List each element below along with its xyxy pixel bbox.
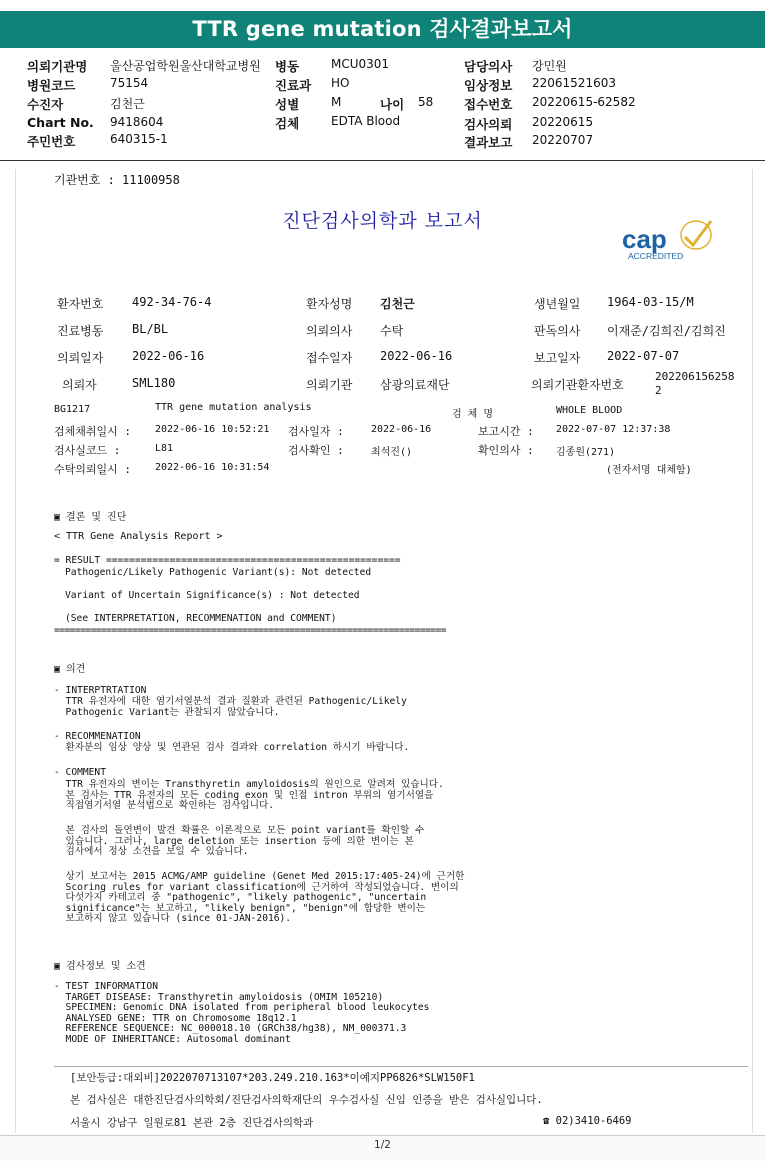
clinical-info-label: 임상정보 xyxy=(464,78,513,93)
result-report-label: 결과보고 xyxy=(464,135,513,150)
security-line: [보안등급:대외비]2022070713107*203.249.210.163*이예지PP6826*SLW150F1 xyxy=(70,1072,475,1084)
institution-patient-no-value: 202206156258 xyxy=(655,370,735,383)
receipt-date-label: 접수일자 xyxy=(306,351,353,365)
recommendation-body: 환자분의 임상 양상 및 연관된 검사 결과와 correlation 하시기 바랍니다. xyxy=(54,742,410,753)
collection-time-value: 2022-06-16 10:52:21 xyxy=(155,424,270,435)
report-title: TTR gene mutation 검사결과보고서 xyxy=(192,17,573,41)
comment-title: - COMMENT xyxy=(54,767,106,778)
hospital-name-label: 의뢰기관명 xyxy=(27,59,88,74)
attending-doctor-label: 담당의사 xyxy=(464,59,513,74)
institution-number: 기관번호 : 11100958 xyxy=(54,173,180,187)
age-value: 58 xyxy=(418,95,434,109)
pathogenic-result: Pathogenic/Likely Pathogenic Variant(s): Not detected xyxy=(65,567,372,578)
hospital-code-value: 75154 xyxy=(110,76,149,90)
specimen-label: 검체 xyxy=(275,116,300,131)
request-date-label: 의뢰일자 xyxy=(57,351,104,365)
lab-report-title: 진단검사의학과 보고서 xyxy=(282,210,483,232)
test-date-value: 2022-06-16 xyxy=(371,424,432,435)
department-value: HO xyxy=(331,76,350,90)
chart-no-label: Chart No. xyxy=(27,115,94,130)
ward-row-value: BL/BL xyxy=(132,322,169,336)
confirm-doctor-label: 확인의사 : xyxy=(478,444,534,457)
interpretation-body: TTR 유전자에 대한 염기서열분석 결과 질환과 관련된 Pathogenic/Likely Pathogenic Variant는 관찰되지 않았습니다. xyxy=(65,696,407,718)
patient-label: 수진자 xyxy=(27,97,64,112)
recommendation-title: - RECOMMENATION xyxy=(54,731,141,742)
result-report-value: 20220707 xyxy=(532,133,594,147)
department-label: 진료과 xyxy=(275,78,312,93)
reading-doctor-label: 판독의사 xyxy=(534,324,581,338)
cap-logo-text: cap xyxy=(622,224,667,254)
birth-date-label: 생년월일 xyxy=(534,297,581,311)
address-line: 서울시 강남구 일원로81 본관 2층 진단검사의학과 xyxy=(70,1117,314,1129)
receipt-no-label: 접수번호 xyxy=(464,97,513,112)
test-request-value: 20220615 xyxy=(532,115,594,129)
patient-id-label: 환자번호 xyxy=(57,297,104,311)
opinion-heading: ▣ 의견 xyxy=(54,664,86,675)
lab-code-value: L81 xyxy=(155,443,174,454)
requesting-doctor-label: 의뢰의사 xyxy=(306,324,353,338)
clinical-info-value: 22061521603 xyxy=(532,76,616,90)
test-code: BG1217 xyxy=(54,404,91,415)
test-name: TTR gene mutation analysis xyxy=(155,402,312,413)
page-number: 1/2 xyxy=(374,1139,391,1151)
patient-id-value: 492-34-76-4 xyxy=(132,295,212,309)
conclusion-subtitle: < TTR Gene Analysis Report > xyxy=(54,531,223,542)
chart-no-value: 9418604 xyxy=(110,115,164,129)
hospital-code-label: 병원코드 xyxy=(27,78,76,93)
confirm-doctor-value: 김종원(271) xyxy=(556,447,616,458)
test-date-label: 검사일자 : xyxy=(288,425,344,438)
requester-label: 의뢰자 xyxy=(62,378,97,392)
ward-label: 병동 xyxy=(275,59,300,74)
hospital-name-value: 울산공업학원울산대학교병원 xyxy=(110,59,261,73)
test-confirm-value: 최석진() xyxy=(371,447,413,458)
institution-patient-no-label: 의뢰기관환자번호 xyxy=(531,378,624,392)
patient-value: 김천근 xyxy=(110,97,145,111)
requester-value: SML180 xyxy=(132,376,176,390)
test-request-label: 검사의뢰 xyxy=(464,117,513,132)
test-info-heading: ▣ 검사정보 및 소견 xyxy=(54,961,146,972)
requesting-doctor-value: 수탁 xyxy=(380,324,404,338)
report-title-bar xyxy=(0,11,765,48)
reading-doctor-value: 이재준/김희진/김희진 xyxy=(607,324,726,338)
receipt-no-value: 20220615-62582 xyxy=(532,95,636,109)
cap-logo-check xyxy=(685,221,711,245)
phone-line: ☎ 02)3410-6469 xyxy=(543,1115,632,1127)
test-info-body: - TEST INFORMATION TARGET DISEASE: Transthyretin amyloidosis (OMIM 105210) SPECIMEN: Genomic DNA isolated from peripheral blood leukocytes ANALYSED GENE: TTR on Chromosome 18q12.1 REFERENCE SEQUENCE: NC_000018.10 (GRCh38/hg38), NM_000371.3 MODE OF INHERITANCE: Autosomal dominant xyxy=(54,981,430,1045)
age-label: 나이 xyxy=(380,97,405,112)
comment-body-1: TTR 유전자의 변이는 Transthyretin amyloidosis의 원인으로 알려져 있습니다. 본 검사는 TTR 유전자의 모든 coding exon 및 인접 intron 부위의 염기서열을 직접염기서열 분석법으로 확인하는 검사입니다. xyxy=(65,779,444,812)
specimen-value: EDTA Blood xyxy=(331,114,401,128)
report-date-label: 보고일자 xyxy=(534,351,581,365)
birth-date-value: 1964-03-15/M xyxy=(607,295,694,309)
resident-no-label: 주민번호 xyxy=(27,134,76,149)
attending-doctor-value: 강민원 xyxy=(532,59,567,73)
requesting-institution-label: 의뢰기관 xyxy=(306,378,353,392)
receipt-date-value: 2022-06-16 xyxy=(380,349,453,363)
ward-value: MCU0301 xyxy=(331,57,390,71)
requesting-institution-value: 삼광의료재단 xyxy=(380,378,450,392)
specimen-name-value: WHOLE BLOOD xyxy=(556,405,623,416)
resident-no-value: 640315-1 xyxy=(110,132,168,146)
consign-time-value: 2022-06-16 10:31:54 xyxy=(155,462,270,473)
comment-body-3: 상기 보고서는 2015 ACMG/AMP guideline (Genet Med 2015:17:405-24)에 근거한 Scoring rules for variant classification에 근거하여 작성되었습니다. 변이의 다섯가지 카테고리 중 "pathogenic", "likely pathogenic", "uncertain significance"는 보고하고, "likely benign", "benign"에 합당한 변이는 보고하지 않고 있습니다 (since 01-JAN-2016). xyxy=(65,871,465,925)
cap-logo-sub: ACCREDITED xyxy=(628,251,684,261)
report-date-value: 2022-07-07 xyxy=(607,349,680,363)
sex-label: 성별 xyxy=(275,97,300,112)
result-end-line: =========================================================================== xyxy=(54,625,446,636)
report-time-value: 2022-07-07 12:37:38 xyxy=(556,424,671,435)
see-note: (See INTERPRETATION, RECOMMENATION and COMMENT) xyxy=(65,613,337,624)
patient-name-label: 환자성명 xyxy=(306,297,353,311)
consign-time-label: 수탁의뢰일시 : xyxy=(54,463,132,476)
request-date-value: 2022-06-16 xyxy=(132,349,205,363)
comment-body-2: 본 검사의 돌연변이 발견 확률은 이론적으로 모든 point variant를 확인할 수 있습니다. 그러나, large deletion 또는 insertion 등에 의한 변이는 본 검사에서 정상 소견을 보일 수 있습니다. xyxy=(65,825,425,858)
cap-accredited-logo xyxy=(619,217,719,265)
collection-time-label: 검체채취일시 : xyxy=(54,425,132,438)
interpretation-title: - INTERPTRTATION xyxy=(54,685,147,696)
patient-name-value: 김천근 xyxy=(380,297,415,311)
ward-row-label: 진료병동 xyxy=(57,324,104,338)
result-line: = RESULT =================================================== xyxy=(54,555,401,566)
conclusion-heading: ▣ 결론 및 진단 xyxy=(54,512,127,523)
test-confirm-label: 검사확인 : xyxy=(288,444,344,457)
lab-code-label: 검사실코드 : xyxy=(54,444,121,457)
sex-value: M xyxy=(331,95,342,109)
report-time-label: 보고시간 : xyxy=(478,425,534,438)
header-divider xyxy=(0,160,765,161)
esign-note: (전자서명 대체함) xyxy=(606,465,692,476)
institution-patient-no-value-cont: 2 xyxy=(655,384,662,397)
vus-result: Variant of Uncertain Significance(s) : Not detected xyxy=(65,590,360,601)
certification-line: 본 검사실은 대한진단검사의학회/진단검사의학재단의 우수검사실 신임 인증을 받은 검사실입니다. xyxy=(70,1094,543,1106)
specimen-name-label: 검 체 명 xyxy=(452,409,494,420)
